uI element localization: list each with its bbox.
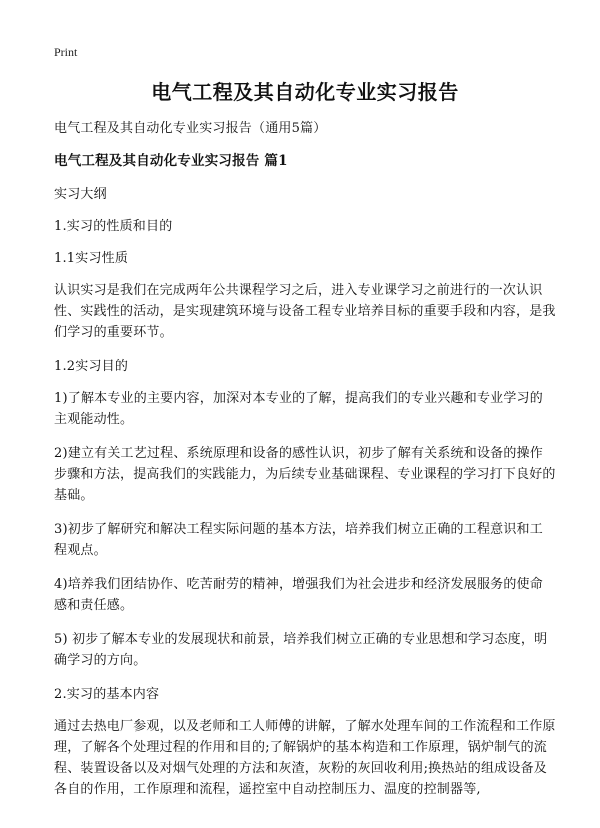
heading-nature: 1.1实习性质 xyxy=(54,251,129,266)
print-label: Print xyxy=(54,45,78,59)
paragraph-goal-1: 1)了解本专业的主要内容，加深对本专业的了解，提高我们的专业兴趣和专业学习的主观能动性。 xyxy=(54,391,543,427)
paragraph-goal-4: 4)培养我们团结协作、吃苦耐劳的精神，增强我们为社会进步和经济发展服务的使命感和责任感。 xyxy=(54,577,543,613)
heading-nature-purpose: 1.实习的性质和目的 xyxy=(54,219,173,234)
paragraph-goal-3: 3)初步了解研究和解决工程实际问题的基本方法，培养我们树立正确的工程意识和工程观点。 xyxy=(54,522,543,558)
paragraph-content: 通过去热电厂参观，以及老师和工人师傅的讲解，了解水处理车间的工作流程和工作原理，了解各个处理过程的作用和目的;了解锅炉的基本构造和工作原理，锅炉制气的流程、装置设备以及对烟气处理的方法和灰渣，灰粉的灰回收利用;换热站的组成设备及各自的作用，工作原理和流程，遥控室中自动控制压力、温度的控制器等, xyxy=(54,719,556,797)
outline-label: 实习大纲 xyxy=(54,187,107,202)
paragraph-nature: 认识实习是我们在完成两年公共课程学习之后，进入专业课学习之前进行的一次认识性、实践性的活动，是实现建筑环境与设备工程专业培养目标的重要手段和内容，是我们学习的重要环节。 xyxy=(54,283,556,340)
paragraph-goal-2: 2)建立有关工艺过程、系统原理和设备的感性认识，初步了解有关系统和设备的操作步骤和方法，提高我们的实践能力，为后续专业基础课程、专业课程的学习打下良好的基础。 xyxy=(54,446,556,503)
document-subtitle: 电气工程及其自动化专业实习报告（通用5篇） xyxy=(54,121,327,136)
paragraph-goal-5: 5) 初步了解本专业的发展现状和前景，培养我们树立正确的专业思想和学习态度，明确学习的方向。 xyxy=(54,632,548,668)
document-title: 电气工程及其自动化专业实习报告 xyxy=(151,80,459,104)
heading-purpose: 1.2实习目的 xyxy=(54,359,129,374)
section-heading: 电气工程及其自动化专业实习报告 篇1 xyxy=(54,153,288,169)
heading-basic-content: 2.实习的基本内容 xyxy=(54,687,160,702)
